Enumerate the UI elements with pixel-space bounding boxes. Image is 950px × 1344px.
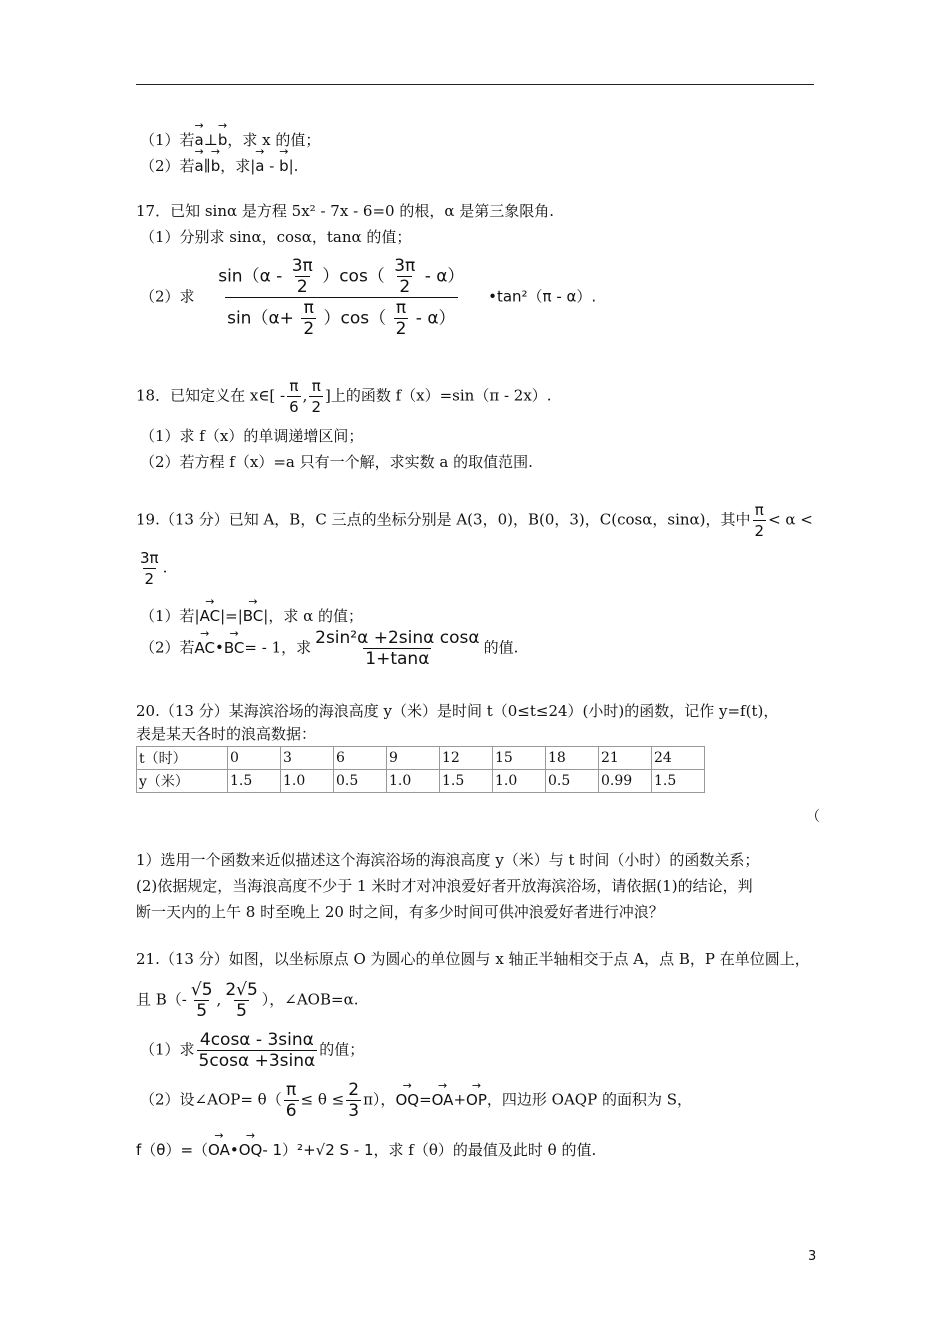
q19-stem-line2: $\frac{3\pi}{2}$ . (140, 549, 168, 588)
q18-part1: （1）求 f（x）的单调递增区间； (140, 427, 364, 445)
vector-b: → b (218, 124, 228, 150)
header-rule (136, 84, 814, 85)
q17-p2-pre: （2）求 (140, 287, 195, 306)
vector-b: → b (211, 150, 221, 176)
q20-part2-line2: 断一天内的上午 8 时至晚上 20 时之间，有多少时间可供冲浪爱好者进行冲浪？ (136, 903, 664, 921)
q16-p1-post: ，求 x 的值； (227, 131, 321, 149)
minus-symbol: - (264, 157, 280, 175)
q21-stem-line2: 且 B（- $\frac{√5}{5}$ , $\frac{2√5}{5}$ ），∠AOB=α. (136, 980, 359, 1021)
q19-stem-line1: 19.（13 分）已知 A，B，C 三点的坐标分别是 A(3，0)，B(0，3)，C(cosα，sinα)，其中 $\frac{\pi}{2}$ < α < (136, 501, 813, 540)
vector-oa: → OA (432, 1084, 454, 1110)
q21-part2: （2）设∠AOP= θ（ $\frac{\pi}{6}$ ≤ θ ≤ $\frac{2}{3}$ π），→ OQ=→ OA+→ OP，四边形 OAQP 的面积为 S， (140, 1080, 692, 1121)
q16-part1 (140, 124, 320, 150)
q16-p2-mid: ，求| (220, 157, 256, 175)
q21-function-line: f（θ）=（→ OA•→ OQ- 1）²+√2 S - 1，求 f（θ）的最值及此时 θ 的值. (136, 1134, 596, 1160)
q21-stem-line1: 21.（13 分）如图，以坐标原点 O 为圆心的单位圆与 x 轴正半轴相交于点 A，点 B，P 在单位圆上， (136, 950, 810, 968)
vector-a: → a (255, 150, 264, 176)
vector-bc: → BC (224, 632, 245, 658)
q18-stem: 18．已知定义在 x∈[ - $\frac{\pi}{6}$ , $\frac{\pi}{2}$ ]上的函数 f（x）=sin（π - 2x）. (136, 377, 552, 416)
page-number: 3 (808, 1249, 817, 1264)
vector-oa: → OA (208, 1134, 230, 1160)
q16-p2-pre: （2）若 (140, 157, 195, 175)
parallel-symbol: ∥ (203, 157, 211, 175)
q20-part1: 1）选用一个函数来近似描述这个海滨浴场的海浪高度 y（米）与 t 时间（小时）的函数关系； (136, 851, 760, 869)
vector-a: → a (195, 124, 204, 150)
q16-p1-pre: （1）若 (140, 131, 195, 149)
table-row: y（米） 1.5 1.0 0.5 1.0 1.5 1.0 0.5 0.99 1.5 (137, 770, 705, 793)
q20-stem-line1: 20.（13 分）某海滨浴场的海浪高度 y（米）是时间 t（0≤t≤24）(小时)的函数，记作 y=f(t)， (136, 702, 779, 720)
table-row: t（时） 0 3 6 9 12 15 18 21 24 (137, 747, 705, 770)
q17-denominator: sin（α+ $\frac{\pi}{2}$ ）cos（ $\frac{\pi}{2}$ - α） (227, 298, 456, 339)
vector-ac: → AC (195, 632, 215, 658)
vector-b: → b (279, 150, 289, 176)
vector-op: → OP (466, 1084, 487, 1110)
q18-part2: （2）若方程 f（x）=a 只有一个解，求实数 a 的取值范围. (140, 453, 533, 471)
wave-height-table (136, 746, 705, 793)
q21-fraction: $\frac{4\cos\alpha - 3\sin\alpha}{5\cos\alpha +3\sin\alpha}$ (198, 1030, 316, 1071)
perp-symbol: ⊥ (203, 131, 218, 149)
vector-ac: → AC (200, 600, 220, 626)
q17-tail: •tan²（π - α）. (488, 287, 597, 306)
q20-stem-line2: 表是某天各时的浪高数据： (136, 725, 317, 743)
vector-bc: → BC (243, 600, 264, 626)
stray-paren: （ (806, 809, 820, 825)
q19-fraction: $\frac{\text{2sin²α +2sinα cosα}}{1+\tan\alpha}$ (315, 628, 480, 669)
q19-part1: （1）若|→ AC|=|→ BC|，求 α 的值； (140, 600, 363, 626)
q19-part2: （2）若→ AC•→ BC= - 1，求 $\frac{\text{2sin²α +2sinα cosα}}{1+\tan\alpha}$ 的值. (140, 628, 518, 669)
vector-oq: → OQ (395, 1084, 419, 1110)
q17-part1: （1）分别求 sinα，cosα，tanα 的值； (140, 228, 412, 246)
vector-a: → a (195, 150, 204, 176)
q17-main-fraction (201, 256, 481, 339)
vector-oq: → OQ (239, 1134, 263, 1160)
q16-p2-post: |. (288, 157, 299, 175)
q16-part2 (140, 150, 298, 176)
q21-part1: （1）求 $\frac{4\cos\alpha - 3\sin\alpha}{5\cos\alpha +3\sin\alpha}$ 的值； (140, 1030, 365, 1071)
q17-numerator: sin（α - $\frac{3\pi}{2}$ ）cos（ $\frac{3\pi}{2}$ - α） (218, 256, 465, 297)
q17-part2 (140, 256, 596, 339)
q17-stem: 17．已知 sinα 是方程 5x² - 7x - 6=0 的根，α 是第三象限角. (136, 202, 554, 220)
q20-part2-line1: (2)依据规定，当海浪高度不少于 1 米时才对冲浪爱好者开放海滨浴场，请依据(1)的结论，判 (136, 877, 753, 895)
